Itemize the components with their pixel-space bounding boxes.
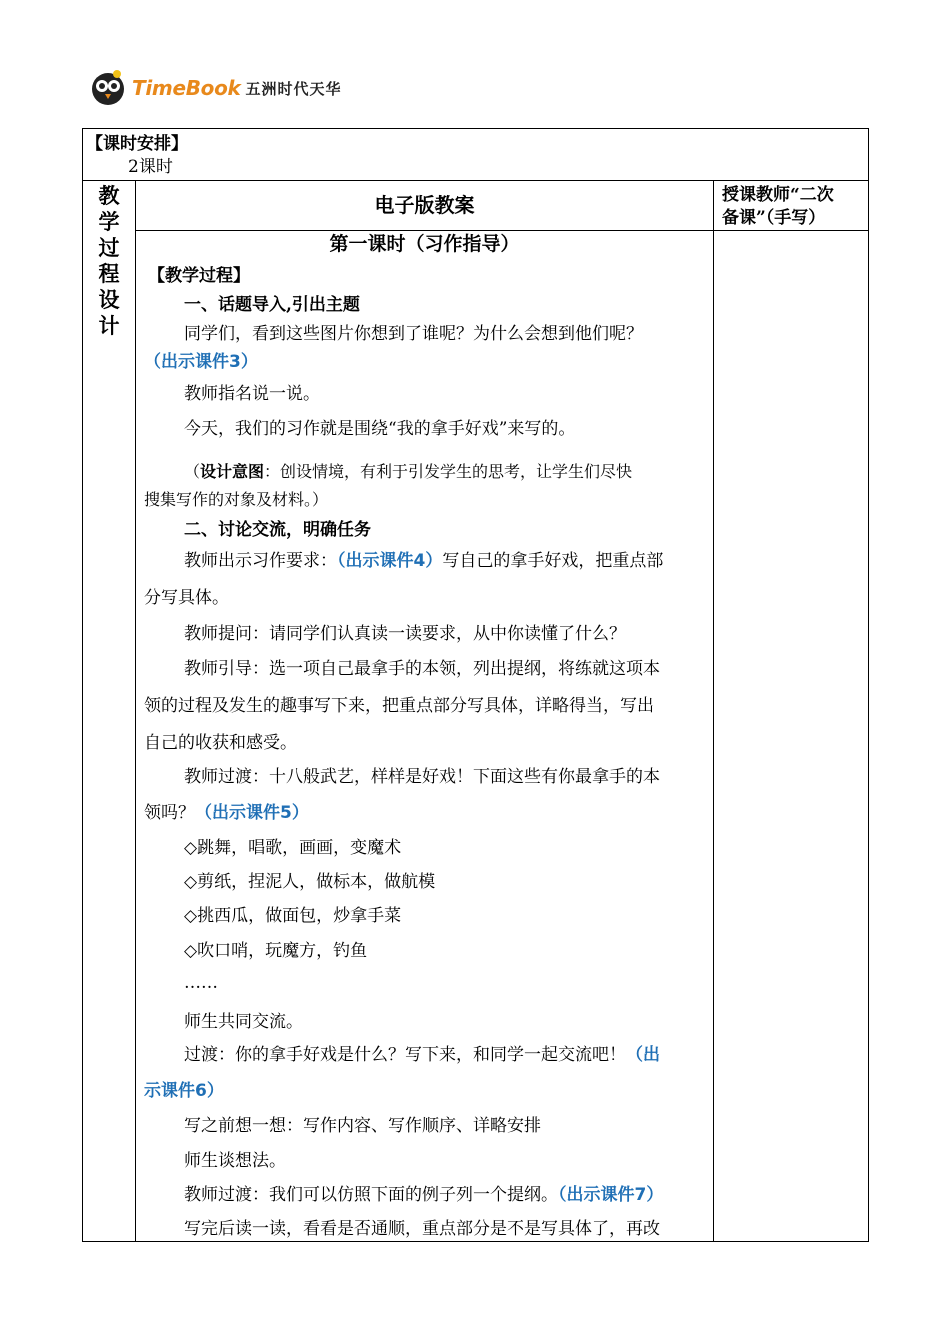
paragraph-9-line1 <box>184 1045 660 1065</box>
row-divider-schedule <box>82 180 869 181</box>
list-item: ◇跳舞，唱歌，画画，变魔术 <box>184 838 402 858</box>
paragraph-6-line3: 自己的收获和感受。 <box>144 733 297 753</box>
list-ellipsis: …… <box>184 973 218 993</box>
table-border-right <box>868 128 869 1242</box>
section-heading-2: 二、讨论交流，明确任务 <box>184 520 371 540</box>
row-divider-header <box>135 230 869 231</box>
table-border-bottom <box>82 1241 869 1242</box>
design-intent-line1 <box>184 462 632 482</box>
intent-open-paren: （ <box>184 462 201 481</box>
timebook-logo <box>88 68 342 108</box>
section-heading-1: 一、话题导入,引出主题 <box>184 295 360 315</box>
owl-logo-icon <box>88 68 128 108</box>
courseware-ref-6-part1: （出 <box>626 1045 660 1065</box>
schedule-label: 【课时安排】 <box>86 134 188 154</box>
paragraph-10: 写之前想一想：写作内容、写作顺序、详略安排 <box>184 1116 541 1136</box>
schedule-value: 2课时 <box>128 157 173 177</box>
side-label-teaching-process: 教学过程设计 <box>98 183 120 338</box>
courseware-ref-5: （出示课件5） <box>195 803 309 823</box>
intent-text: ：创设情境，有利于引发学生的思考，让学生们尽快 <box>264 462 633 481</box>
notes-column-header-line2: 备课”（手写） <box>722 208 826 228</box>
paragraph-4-text-b: 写自己的拿手好戏，把重点部 <box>442 551 664 571</box>
paragraph-12 <box>184 1185 663 1205</box>
paragraph-6-line2: 领的过程及发生的趣事写下来，把重点部分写具体，详略得当，写出 <box>144 696 654 716</box>
paragraph-4-line1 <box>184 551 663 571</box>
courseware-ref-6-part2: 示课件6） <box>144 1081 224 1101</box>
table-border-top <box>82 128 869 129</box>
brand-name: TimeBook <box>132 76 241 100</box>
paragraph-2: 教师指名说一说。 <box>184 384 320 404</box>
column-divider-notes <box>713 180 714 1242</box>
paragraph-9-text: 过渡：你的拿手好戏是什么？写下来，和同学一起交流吧！ <box>184 1045 626 1065</box>
main-column-header: 电子版教案 <box>374 193 475 217</box>
process-label: 【教学过程】 <box>148 266 250 286</box>
courseware-ref-3: （出示课件3） <box>144 352 258 372</box>
paragraph-8: 师生共同交流。 <box>184 1012 303 1032</box>
design-intent-line2: 搜集写作的对象及材料。） <box>144 490 329 509</box>
paragraph-6-line1: 教师引导：选一项自己最拿手的本领，列出提纲，将练就这项本 <box>184 659 660 679</box>
table-border-left <box>82 128 83 1242</box>
list-item: ◇剪纸，捏泥人，做标本，做航模 <box>184 872 436 892</box>
courseware-ref-4: （出示课件4） <box>337 551 443 571</box>
paragraph-12-text: 教师过渡：我们可以仿照下面的例子列一个提纲。 <box>184 1185 558 1205</box>
column-divider-side <box>135 180 136 1242</box>
paragraph-7-line1: 教师过渡：十八般武艺，样样是好戏！下面这些有你最拿手的本 <box>184 767 660 787</box>
list-item: ◇挑西瓜，做面包，炒拿手菜 <box>184 906 402 926</box>
notes-column-header-line1: 授课教师“二次 <box>722 185 834 205</box>
lesson-title: 第一课时（习作指导） <box>329 233 520 255</box>
paragraph-7-text: 领吗？ <box>144 803 195 823</box>
paragraph-11: 师生谈想法。 <box>184 1151 286 1171</box>
paragraph-3: 今天，我们的习作就是围绕“我的拿手好戏”来写的。 <box>184 419 576 439</box>
paragraph-13: 写完后读一读，看看是否通顺，重点部分是不是写具体了，再改 <box>184 1219 660 1239</box>
paragraph-4-text: 教师出示习作要求： <box>184 551 337 571</box>
paragraph-5: 教师提问：请同学们认真读一读要求，从中你读懂了什么？ <box>184 624 626 644</box>
brand-chinese-name: 五洲时代天华 <box>245 79 342 98</box>
list-item: ◇吹口哨，玩魔方，钓鱼 <box>184 941 368 961</box>
paragraph-7-line2 <box>144 803 309 823</box>
courseware-ref-7: （出示课件7） <box>558 1185 664 1205</box>
paragraph-1: 同学们，看到这些图片你想到了谁呢？为什么会想到他们呢？ <box>184 324 643 344</box>
intent-label: 设计意图 <box>200 462 265 481</box>
paragraph-4-line2: 分写具体。 <box>144 588 229 608</box>
